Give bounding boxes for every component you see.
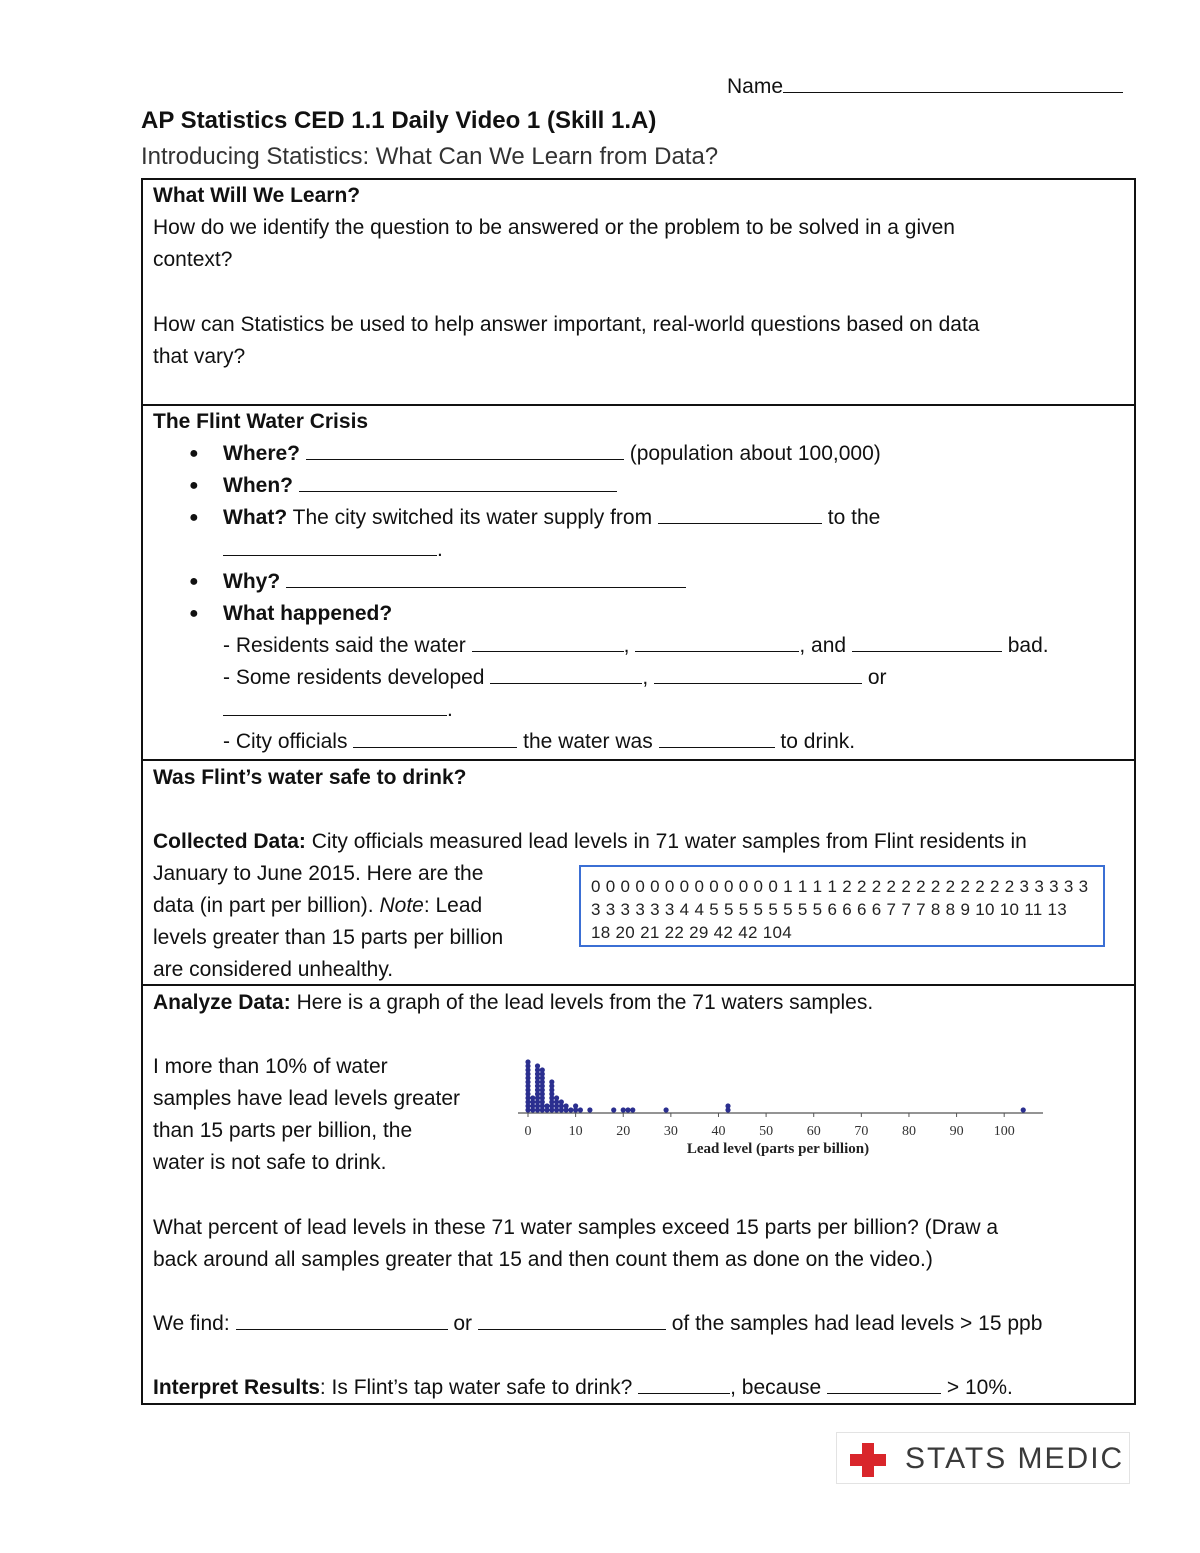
where-label: Where? (223, 442, 301, 465)
learn-section (141, 178, 1136, 406)
safe-answer-blank[interactable] (638, 1373, 730, 1394)
data-row-2: 3 3 3 3 3 3 4 4 5 5 5 5 5 5 5 5 6 6 6 6 7 7 7 8 8 9 10 10 11 13 (591, 900, 1068, 919)
officials-blank[interactable] (353, 727, 517, 748)
where-row (223, 438, 881, 470)
what-row (223, 502, 880, 534)
collected-label: Collected Data: (153, 830, 306, 853)
data-point (630, 1107, 635, 1112)
learn-q1-line1: How do we identify the question to be answered or the problem to be solved in a given (153, 216, 955, 239)
x-axis-label: Lead level (parts per billion) (686, 1141, 870, 1157)
data-point (568, 1107, 573, 1112)
taste-blank-2[interactable] (635, 631, 799, 652)
interpret-row (153, 1372, 1013, 1404)
collected-line2: January to June 2015. Here are the (153, 862, 484, 885)
find-label: We find: (153, 1312, 230, 1335)
count-blank[interactable] (236, 1309, 448, 1330)
learn-q2-line2: that vary? (153, 345, 246, 368)
what-to: to the (827, 506, 881, 529)
data-point (573, 1103, 578, 1108)
data-point (663, 1107, 668, 1112)
what-text: The city switched its water supply from (292, 506, 653, 529)
period: . (437, 538, 443, 561)
side-text-3: than 15 parts per billion, the (153, 1119, 413, 1142)
side-text-2: samples have lead levels greater (153, 1087, 461, 1110)
officials-row (223, 726, 855, 758)
bullet-icon: ● (189, 573, 199, 590)
symptom-blank-2[interactable] (654, 663, 862, 684)
bullet-icon: ● (189, 509, 199, 526)
symptom-blank-3[interactable] (223, 695, 447, 716)
side-text-4: water is not safe to drink. (153, 1151, 387, 1174)
note-label: Note (379, 894, 424, 917)
where-blank[interactable] (306, 439, 624, 460)
data-point (1021, 1107, 1026, 1112)
data-row-3: 18 20 21 22 29 42 42 104 (591, 923, 792, 942)
bullet-icon: ● (189, 605, 199, 622)
officials-text: - City officials (223, 730, 348, 753)
x-tick-label: 80 (901, 1124, 916, 1139)
what-label: What? (223, 506, 288, 529)
period: . (447, 698, 453, 721)
safe-section (141, 759, 1136, 986)
x-tick-label: 70 (854, 1124, 869, 1139)
percent-blank[interactable] (478, 1309, 666, 1330)
flint-heading: The Flint Water Crisis (153, 410, 369, 433)
data-point (625, 1107, 630, 1112)
data-point (530, 1095, 535, 1100)
supply-from-blank[interactable] (658, 503, 822, 524)
x-tick-label: 40 (711, 1124, 726, 1139)
medical-cross-icon (847, 1441, 889, 1479)
find-or: or (453, 1312, 473, 1335)
collected-row (153, 826, 1027, 858)
to-drink-text: to drink. (780, 730, 856, 753)
symptoms-row-cont (223, 694, 453, 726)
because-text: , because (730, 1376, 822, 1399)
symptoms-row (223, 662, 887, 694)
safe-blank[interactable] (659, 727, 775, 748)
data-point (549, 1079, 554, 1084)
name-blank[interactable] (783, 74, 1123, 93)
interpret-label: Interpret Results (153, 1376, 320, 1399)
collected-line3-post: : Lead (423, 894, 483, 917)
data-point (535, 1063, 540, 1068)
symptom-blank-1[interactable] (490, 663, 642, 684)
why-row (223, 566, 686, 598)
flint-section (141, 404, 1136, 761)
residents-text: - Residents said the water (223, 634, 466, 657)
name-label: Name (727, 75, 784, 98)
data-point (525, 1059, 530, 1064)
what-row-cont (223, 534, 443, 566)
learn-q1-line2: context? (153, 248, 233, 271)
learn-q2-line1: How can Statistics be used to help answer important, real-world questions based on data (153, 313, 980, 336)
analyze-section (141, 984, 1136, 1405)
x-tick-label: 20 (616, 1124, 631, 1139)
or-text: or (867, 666, 887, 689)
data-point (611, 1107, 616, 1112)
taste-blank-3[interactable] (852, 631, 1002, 652)
analyze-label: Analyze Data: (153, 991, 291, 1014)
and-text: and (811, 634, 847, 657)
when-blank[interactable] (299, 471, 617, 492)
comma: , (623, 634, 630, 657)
interpret-text: : Is Flint’s tap water safe to drink? (319, 1376, 633, 1399)
some-text: - Some residents developed (223, 666, 485, 689)
where-note: (population about 100,000) (629, 442, 881, 465)
lead-dotplot (513, 1037, 1093, 1167)
when-label: When? (223, 474, 293, 497)
x-tick-label: 0 (524, 1124, 532, 1139)
stats-medic-logo (836, 1432, 1130, 1484)
why-label: Why? (223, 570, 281, 593)
data-point (544, 1103, 549, 1108)
data-point (540, 1067, 545, 1072)
data-row-1: 0 0 0 0 0 0 0 0 0 0 0 0 0 1 1 1 1 2 2 2 2 2 2 2 2 2 2 2 2 3 3 3 3 3 (591, 877, 1089, 896)
find-row (153, 1308, 1042, 1340)
x-tick-label: 10 (568, 1124, 583, 1139)
side-text-1: I more than 10% of water (153, 1055, 388, 1078)
page-title: AP Statistics CED 1.1 Daily Video 1 (Skill 1.A) (141, 107, 657, 134)
find-end: of the samples had lead levels > 15 ppb (671, 1312, 1043, 1335)
analyze-text: Here is a graph of the lead levels from the 71 waters samples. (296, 991, 874, 1014)
percent-question-1: What percent of lead levels in these 71 water samples exceed 15 parts per billion? (Draw a (153, 1216, 999, 1239)
x-tick-label: 30 (663, 1124, 678, 1139)
data-point (563, 1103, 568, 1108)
why-blank[interactable] (286, 567, 686, 588)
bad-text: bad. (1007, 634, 1049, 657)
safe-heading: Was Flint’s water safe to drink? (153, 766, 467, 789)
learn-heading: What Will We Learn? (153, 184, 361, 207)
collected-line3-pre: data (in part per billion). (153, 894, 374, 917)
bullet-icon: ● (189, 477, 199, 494)
comma: , (799, 634, 806, 657)
collected-line3 (153, 890, 482, 922)
residents-row (223, 630, 1049, 662)
logo-text: STATS MEDIC (905, 1442, 1125, 1475)
taste-blank-1[interactable] (472, 631, 624, 652)
data-point (725, 1103, 730, 1108)
data-point (559, 1099, 564, 1104)
comma: , (642, 666, 649, 689)
percent-question-2: back around all samples greater that 15 and then count them as done on the video.) (153, 1248, 933, 1271)
supply-to-blank[interactable] (223, 535, 437, 556)
data-point (621, 1107, 626, 1112)
x-tick-label: 50 (759, 1124, 774, 1139)
happened-label: What happened? (223, 602, 393, 625)
when-row (223, 470, 617, 502)
x-tick-label: 100 (993, 1124, 1015, 1139)
collected-text: City officials measured lead levels in 71 water samples from Flint residents in (311, 830, 1027, 853)
data-point (554, 1095, 559, 1100)
page-subtitle: Introducing Statistics: What Can We Learn from Data? (141, 143, 719, 170)
reason-blank[interactable] (827, 1373, 941, 1394)
name-field[interactable] (727, 74, 1123, 99)
end-text: > 10%. (946, 1376, 1013, 1399)
x-tick-label: 90 (949, 1124, 964, 1139)
collected-line4: levels greater than 15 parts per billion (153, 926, 504, 949)
data-point (578, 1107, 583, 1112)
bullet-icon: ● (189, 445, 199, 462)
collected-line5: are considered unhealthy. (153, 958, 394, 981)
x-tick-label: 60 (806, 1124, 821, 1139)
analyze-row (153, 987, 873, 1019)
lead-data-box (579, 865, 1105, 947)
data-point (587, 1107, 592, 1112)
water-was-text: the water was (523, 730, 653, 753)
